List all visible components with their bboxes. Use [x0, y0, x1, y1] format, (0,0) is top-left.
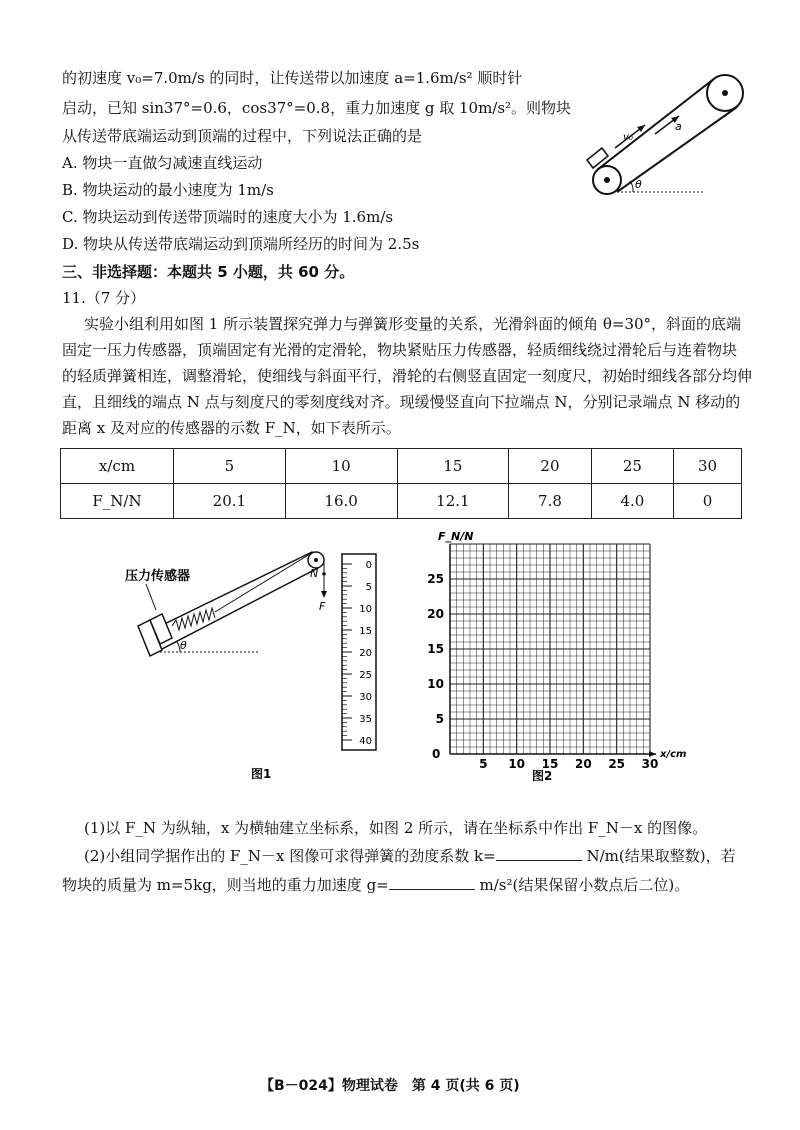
fig1-caption: 图1	[251, 767, 272, 781]
q10-line-1: 的初速度 v₀=7.0m/s 的同时，让传送带以加速度 a=1.6m/s² 顺时针	[62, 69, 523, 87]
x-tick-label: 10	[508, 757, 526, 771]
page-footer: 【B－024】物理试卷 第 4 页(共 6 页)	[260, 1078, 520, 1094]
table-cell: 12.1	[397, 484, 509, 519]
y-axis-label: F_N/N	[438, 530, 474, 543]
table-cell: 5	[174, 449, 286, 484]
q10-option-b: B. 物块运动的最小速度为 1m/s	[62, 181, 274, 199]
ruler-tick-label: 40	[359, 736, 372, 747]
ruler-tick-label: 35	[359, 714, 372, 725]
ruler-tick-label: 10	[359, 604, 372, 615]
x-tick-label: 15	[541, 757, 559, 771]
q11-number: 11.（7 分）	[62, 289, 146, 307]
q11-intro-3: 的轻质弹簧相连，调整滑轮，使细线与斜面平行，滑轮的右侧竖直固定一刻度尺，初始时细线各部分均伸	[62, 367, 753, 385]
q10-option-d: D. 物块从传送带底端运动到顶端所经历的时间为 2.5s	[62, 235, 420, 253]
theta-label: θ	[180, 639, 187, 652]
theta-label: θ	[635, 178, 642, 191]
fig2-caption: 图2	[532, 769, 553, 783]
x-tick-label: 30	[641, 757, 659, 771]
table-cell: 15	[397, 449, 509, 484]
sensor-label: 压力传感器	[125, 569, 191, 584]
ruler-tick-label: 20	[359, 648, 372, 659]
row2-header: F_N/N	[61, 484, 174, 519]
k-answer-blank[interactable]	[496, 846, 582, 861]
table-cell: 25	[591, 449, 673, 484]
q11-sub2-line1	[84, 846, 736, 866]
table-row	[61, 484, 742, 519]
ruler-tick-label: 5	[365, 582, 372, 593]
ruler-tick-label: 15	[359, 626, 372, 637]
x-tick-label: 20	[574, 757, 592, 771]
belt-upper	[597, 78, 715, 170]
row1-header: x/cm	[61, 449, 174, 484]
q11-intro-5: 距离 x 及对应的传感器的示数 F_N，如下表所示。	[62, 419, 401, 437]
table-row	[61, 449, 742, 484]
q11-sub2-line2	[62, 875, 689, 895]
table-cell: 30	[674, 449, 742, 484]
x-tick-label: 5	[479, 757, 488, 771]
table-cell: 20.1	[174, 484, 286, 519]
sub2-text-c: 物块的质量为 m=5kg，则当地的重力加速度 g=	[62, 876, 389, 894]
q10-option-a: A. 物块一直做匀减速直线运动	[62, 154, 263, 172]
q11-sub1: (1)以 F_N 为纵轴，x 为横轴建立坐标系，如图 2 所示，请在坐标系中作出 F_N－x 的图像。	[84, 819, 708, 837]
table-cell: 7.8	[509, 484, 591, 519]
string	[215, 554, 310, 612]
v0-label: v₀	[623, 132, 633, 143]
figure-1	[120, 540, 380, 790]
force-arrow	[321, 591, 327, 598]
origin-label: 0	[432, 747, 441, 761]
y-tick-label: 25	[427, 572, 444, 586]
q10-line-2: 启动，已知 sin37°=0.6，cos37°=0.8，重力加速度 g 取 10m/s²。则物块	[62, 99, 572, 117]
f-label: F	[319, 600, 326, 613]
figure-2	[420, 528, 720, 788]
table-cell: 4.0	[591, 484, 673, 519]
q10-line-3: 从传送带底端运动到顶端的过程中，下列说法正确的是	[62, 127, 423, 145]
sub2-text-a: (2)小组同学据作出的 F_N－x 图像可求得弹簧的劲度系数 k=	[84, 847, 496, 865]
g-answer-blank[interactable]	[389, 875, 475, 890]
x-tick-label: 25	[608, 757, 626, 771]
section3-title: 三、非选择题：本题共 5 小题，共 60 分。	[62, 263, 355, 281]
sub2-text-b: N/m(结果取整数)，若	[586, 847, 736, 865]
y-tick-label: 20	[427, 607, 444, 621]
ruler-tick-label: 0	[365, 560, 372, 571]
data-table	[60, 448, 742, 519]
ruler-tick-label: 30	[359, 692, 372, 703]
y-tick-label: 10	[427, 677, 444, 691]
q10-option-c: C. 物块运动到传送带顶端时的速度大小为 1.6m/s	[62, 208, 394, 226]
ruler-tick-label: 25	[359, 670, 372, 681]
table-cell: 0	[674, 484, 742, 519]
y-tick-label: 15	[427, 642, 444, 656]
table-cell: 16.0	[285, 484, 397, 519]
x-axis-label: x/cm	[660, 749, 687, 760]
sub2-text-d: m/s²(结果保留小数点后二位)。	[479, 876, 690, 894]
q11-intro-4: 直，且细线的端点 N 点与刻度尺的零刻度线对齐。现缓慢竖直向下拉端点 N，分别记录端点 N 移动的	[62, 393, 741, 411]
a-label: a	[675, 120, 682, 133]
table-cell: 10	[285, 449, 397, 484]
q11-intro-2: 固定一压力传感器，顶端固定有光滑的定滑轮，物块紧贴压力传感器，轻质细线绕过滑轮后与连着物块	[62, 341, 738, 359]
q11-intro-1: 实验小组利用如图 1 所示装置探究弹力与弹簧形变量的关系，光滑斜面的倾角 θ=30°，斜面的底端	[84, 315, 742, 333]
table-cell: 20	[509, 449, 591, 484]
y-tick-label: 5	[435, 712, 444, 726]
n-label: N	[310, 567, 319, 580]
conveyor-figure	[575, 68, 755, 198]
